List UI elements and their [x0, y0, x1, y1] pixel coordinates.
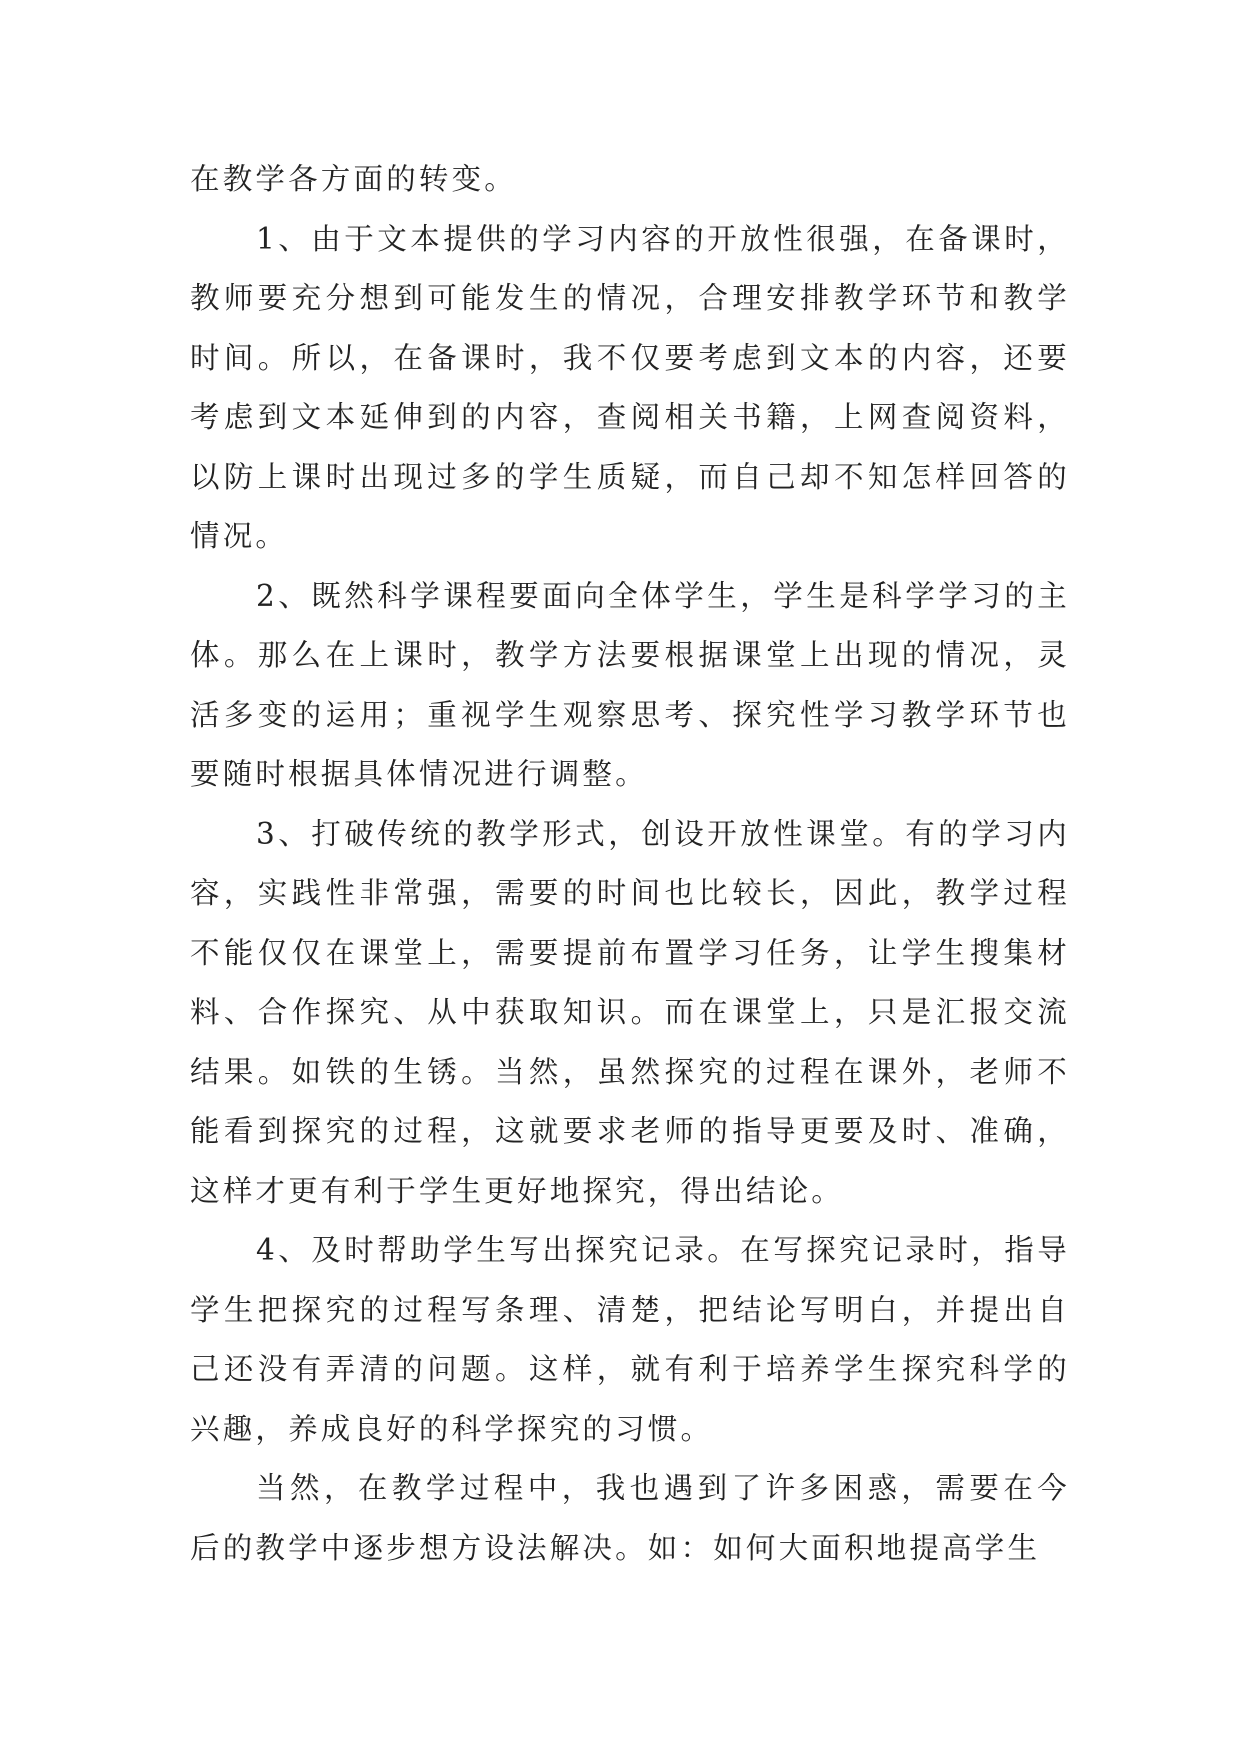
paragraph-point-2: 2、既然科学课程要面向全体学生，学生是科学学习的主体。那么在上课时，教学方法要根据课堂上出现的情况，灵活多变的运用；重视学生观察思考、探究性学习教学环节也要随时根据具体情况进行调整。 — [190, 578, 1070, 791]
paragraph-continuation: 在教学各方面的转变。 — [190, 162, 518, 196]
paragraph-point-4: 4、及时帮助学生写出探究记录。在写探究记录时，指导学生把探究的过程写条理、清楚，把结论写明白，并提出自己还没有弄清的问题。这样，就有利于培养学生探究科学的兴趣，养成良好的科学探究的习惯。 — [190, 1233, 1070, 1446]
paragraph-point-3: 3、打破传统的教学形式，创设开放性课堂。有的学习内容，实践性非常强，需要的时间也比较长，因此，教学过程不能仅仅在课堂上，需要提前布置学习任务，让学生搜集材料、合作探究、从中获取知识。而在课堂上，只是汇报交流结果。如铁的生锈。当然，虽然探究的过程在课外，老师不能看到探究的过程，这就要求老师的指导更要及时、准确，这样才更有利于学生更好地探究，得出结论。 — [190, 816, 1070, 1208]
paragraph-closing: 当然，在教学过程中，我也遇到了许多困惑，需要在今后的教学中逐步想方设法解决。如：如何大面积地提高学生 — [190, 1471, 1070, 1565]
paragraph-point-1: 1、由于文本提供的学习内容的开放性很强，在备课时，教师要充分想到可能发生的情况，合理安排教学环节和教学时间。所以，在备课时，我不仅要考虑到文本的内容，还要考虑到文本延伸到的内容，查阅相关书籍，上网查阅资料，以防上课时出现过多的学生质疑，而自己却不知怎样回答的情况。 — [190, 221, 1070, 553]
body-text — [190, 150, 1070, 1578]
